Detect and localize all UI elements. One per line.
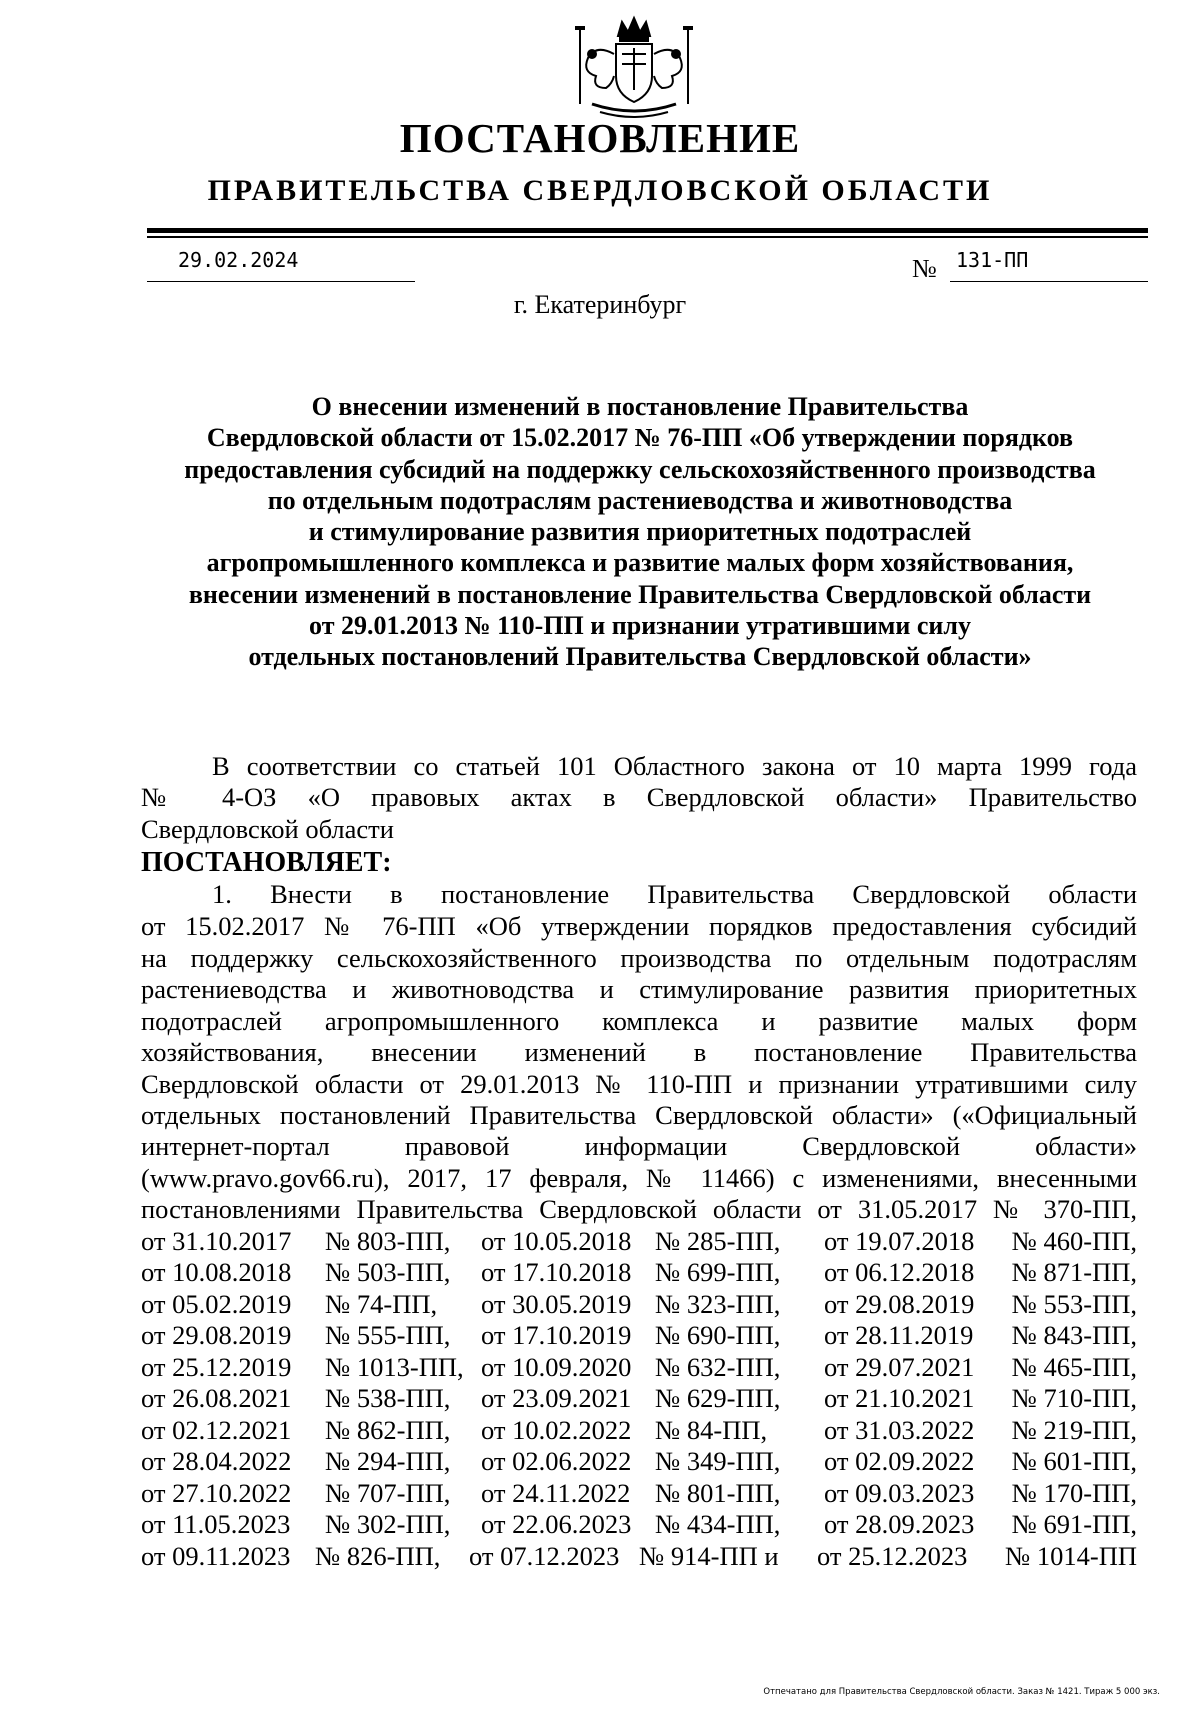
document-date: 29.02.2024 <box>178 248 299 272</box>
amendment-row <box>141 1383 1137 1414</box>
date-underline <box>147 281 415 282</box>
amendment-date: от 11.05.2023 <box>141 1509 291 1539</box>
amendment-number: № 555-ПП, <box>325 1320 451 1350</box>
item-text-line: подотраслей агропромышленного комплекса и развитие малых форм <box>141 1006 1137 1036</box>
amendment-date: от 31.10.2017 <box>141 1226 292 1256</box>
amendment-date: от 17.10.2018 <box>481 1257 632 1287</box>
amendment-number: № 803-ПП, <box>325 1226 451 1256</box>
document-heading <box>140 391 1140 673</box>
amendment-date: от 17.10.2019 <box>481 1320 632 1350</box>
resolves-heading: ПОСТАНОВЛЯЕТ: <box>141 847 392 878</box>
amendment-date: от 24.11.2022 <box>481 1478 631 1508</box>
amendment-date: от 30.05.2019 <box>481 1289 632 1319</box>
document-number: 131-ПП <box>956 248 1029 272</box>
amendment-date: от 10.08.2018 <box>141 1257 292 1287</box>
amendment-date: от 25.12.2023 <box>817 1541 968 1571</box>
amendment-date: от 10.09.2020 <box>481 1352 632 1382</box>
heading-line: предоставления субсидий на поддержку сельскохозяйственного производства <box>184 454 1096 484</box>
amendment-row <box>141 1509 1137 1540</box>
amendment-number: № 601-ПП, <box>1011 1446 1137 1476</box>
amendment-number: № 1013-ПП, <box>325 1352 464 1382</box>
amendment-date: от 26.08.2021 <box>141 1383 292 1413</box>
amendment-number: № 629-ПП, <box>655 1383 781 1413</box>
amendment-row <box>141 1478 1137 1509</box>
heading-line: отдельных постановлений Правительства Свердловской области» <box>248 642 1032 672</box>
heading-line: Свердловской области от 15.02.2017 № 76-ПП «Об утверждении порядков <box>206 423 1074 453</box>
document-city: г. Екатеринбург <box>513 290 687 319</box>
amendment-row <box>141 1320 1137 1351</box>
amendment-date: от 23.09.2021 <box>481 1383 632 1413</box>
document-title: ПОСТАНОВЛЕНИЕ <box>399 115 801 161</box>
amendment-row <box>141 1257 1137 1288</box>
amendment-number: № 553-ПП, <box>1011 1289 1137 1319</box>
amendment-row <box>141 1541 1137 1572</box>
amendment-date: от 28.09.2023 <box>824 1509 975 1539</box>
amendment-date: от 29.07.2021 <box>824 1352 975 1382</box>
item-text-line: постановлениями Правительства Свердловской области от 31.05.2017 № 370-ПП, <box>141 1194 1137 1224</box>
print-imprint: Отпечатано для Правительства Свердловской области. Заказ № 1421. Тираж 5 000 экз. <box>763 1687 1160 1697</box>
amendment-date: от 09.03.2023 <box>824 1478 975 1508</box>
amendment-number: № 302-ПП, <box>325 1509 451 1539</box>
amendment-number: № 843-ПП, <box>1011 1320 1137 1350</box>
header-divider-thick <box>147 228 1148 233</box>
heading-line: внесении изменений в постановление Правительства Свердловской области <box>188 579 1092 609</box>
item-text-line: интернет-портал правовой информации Свердловской области» <box>141 1131 1137 1161</box>
item-text-line: отдельных постановлений Правительства Свердловской области» («Официальный <box>141 1100 1137 1130</box>
heading-line: от 29.01.2013 № 110-ПП и признании утратившими силу <box>309 611 971 641</box>
amendment-date: от 10.05.2018 <box>481 1226 632 1256</box>
amendment-row <box>141 1226 1137 1257</box>
amendment-date: от 31.03.2022 <box>824 1415 975 1445</box>
number-sign: № <box>912 254 937 283</box>
item-text-line: хозяйствования, внесении изменений в постановление Правительства <box>141 1037 1137 1067</box>
amendment-date: от 25.12.2019 <box>141 1352 292 1382</box>
amendment-date: от 19.07.2018 <box>824 1226 975 1256</box>
heading-line: агропромышленного комплекса и развитие малых форм хозяйствования, <box>206 548 1074 578</box>
item-text-line: Свердловской области от 29.01.2013 № 110-ПП и признании утратившими силу <box>141 1069 1137 1099</box>
item-text-line: (www.pravo.gov66.ru), 2017, 17 февраля, № 11466) с изменениями, внесенными <box>141 1163 1137 1193</box>
amendment-number: № 285-ПП, <box>655 1226 781 1256</box>
amendment-number: № 691-ПП, <box>1011 1509 1137 1539</box>
amendment-number: № 170-ПП, <box>1011 1478 1137 1508</box>
issuing-authority: ПРАВИТЕЛЬСТВА СВЕРДЛОВСКОЙ ОБЛАСТИ <box>207 174 993 207</box>
amendment-row <box>141 1352 1137 1383</box>
amendment-number: № 434-ПП, <box>655 1509 781 1539</box>
amendment-number: № 699-ПП, <box>655 1257 781 1287</box>
heading-line: по отдельным подотраслям растениеводства и животноводства <box>267 485 1013 515</box>
amendment-number: № 632-ПП, <box>655 1352 781 1382</box>
amendment-date: от 29.08.2019 <box>141 1320 292 1350</box>
amendment-date: от 22.06.2023 <box>481 1509 632 1539</box>
amendment-number: № 1014-ПП <box>1004 1541 1137 1571</box>
number-underline <box>950 281 1148 282</box>
amendment-number: № 294-ПП, <box>325 1446 451 1476</box>
amendment-number: № 538-ПП, <box>325 1383 451 1413</box>
item-text-line: 1. Внести в постановление Правительства Свердловской области <box>212 879 1137 909</box>
item-text-line: на поддержку сельскохозяйственного производства по отдельным подотраслям <box>141 943 1137 973</box>
amendment-number: № 801-ПП, <box>655 1478 781 1508</box>
amendment-number: № 690-ПП, <box>655 1320 781 1350</box>
amendment-number: № 323-ПП, <box>655 1289 781 1319</box>
amendment-date: от 21.10.2021 <box>824 1383 975 1413</box>
amendment-date: от 07.12.2023 <box>469 1541 620 1571</box>
amendment-date: от 29.08.2019 <box>824 1289 975 1319</box>
amendment-number: № 219-ПП, <box>1011 1415 1137 1445</box>
preamble-line: Свердловской области <box>141 814 394 844</box>
amendment-number: № 84-ПП, <box>655 1415 768 1445</box>
amendment-date: от 02.09.2022 <box>824 1446 975 1476</box>
amendment-date: от 10.02.2022 <box>481 1415 632 1445</box>
amendment-date: от 06.12.2018 <box>824 1257 975 1287</box>
amendment-date: от 02.12.2021 <box>141 1415 292 1445</box>
header-divider-thin <box>147 236 1148 238</box>
amendment-number: № 707-ПП, <box>325 1478 451 1508</box>
heading-line: и стимулирование развития приоритетных подотраслей <box>308 517 972 547</box>
amendment-date: от 09.11.2023 <box>141 1541 291 1571</box>
amendment-number: № 710-ПП, <box>1011 1383 1137 1413</box>
item-text-line: от 15.02.2017 № 76-ПП «Об утверждении порядков предоставления субсидий <box>141 911 1137 941</box>
amendment-number: № 465-ПП, <box>1011 1352 1137 1382</box>
amendment-row <box>141 1446 1137 1477</box>
amendment-date: от 28.04.2022 <box>141 1446 292 1476</box>
amendment-date: от 02.06.2022 <box>481 1446 632 1476</box>
amendment-number: № 74-ПП, <box>325 1289 438 1319</box>
amendment-number: № 826-ПП, <box>315 1541 441 1571</box>
item-text-line: растениеводства и животноводства и стимулирование развития приоритетных <box>141 974 1137 1004</box>
preamble-line: В соответствии со статьей 101 Областного закона от 10 марта 1999 года <box>212 751 1137 781</box>
amendment-date: от 27.10.2022 <box>141 1478 292 1508</box>
amendment-number: № 871-ПП, <box>1011 1257 1137 1287</box>
amendment-date: от 28.11.2019 <box>824 1320 974 1350</box>
amendment-number: № 460-ПП, <box>1011 1226 1137 1256</box>
preamble-line: № 4-ОЗ «О правовых актах в Свердловской области» Правительство <box>141 782 1137 812</box>
amendment-number: № 862-ПП, <box>325 1415 451 1445</box>
amendment-number: № 914-ПП и <box>639 1541 779 1571</box>
amendment-row <box>141 1289 1137 1320</box>
amendment-number: № 349-ПП, <box>655 1446 781 1476</box>
coat-of-arms-emblem <box>566 14 702 122</box>
heading-line: О внесении изменений в постановление Правительства <box>311 392 969 421</box>
amendment-row <box>141 1415 1137 1446</box>
amendment-number: № 503-ПП, <box>325 1257 451 1287</box>
amendment-date: от 05.02.2019 <box>141 1289 292 1319</box>
